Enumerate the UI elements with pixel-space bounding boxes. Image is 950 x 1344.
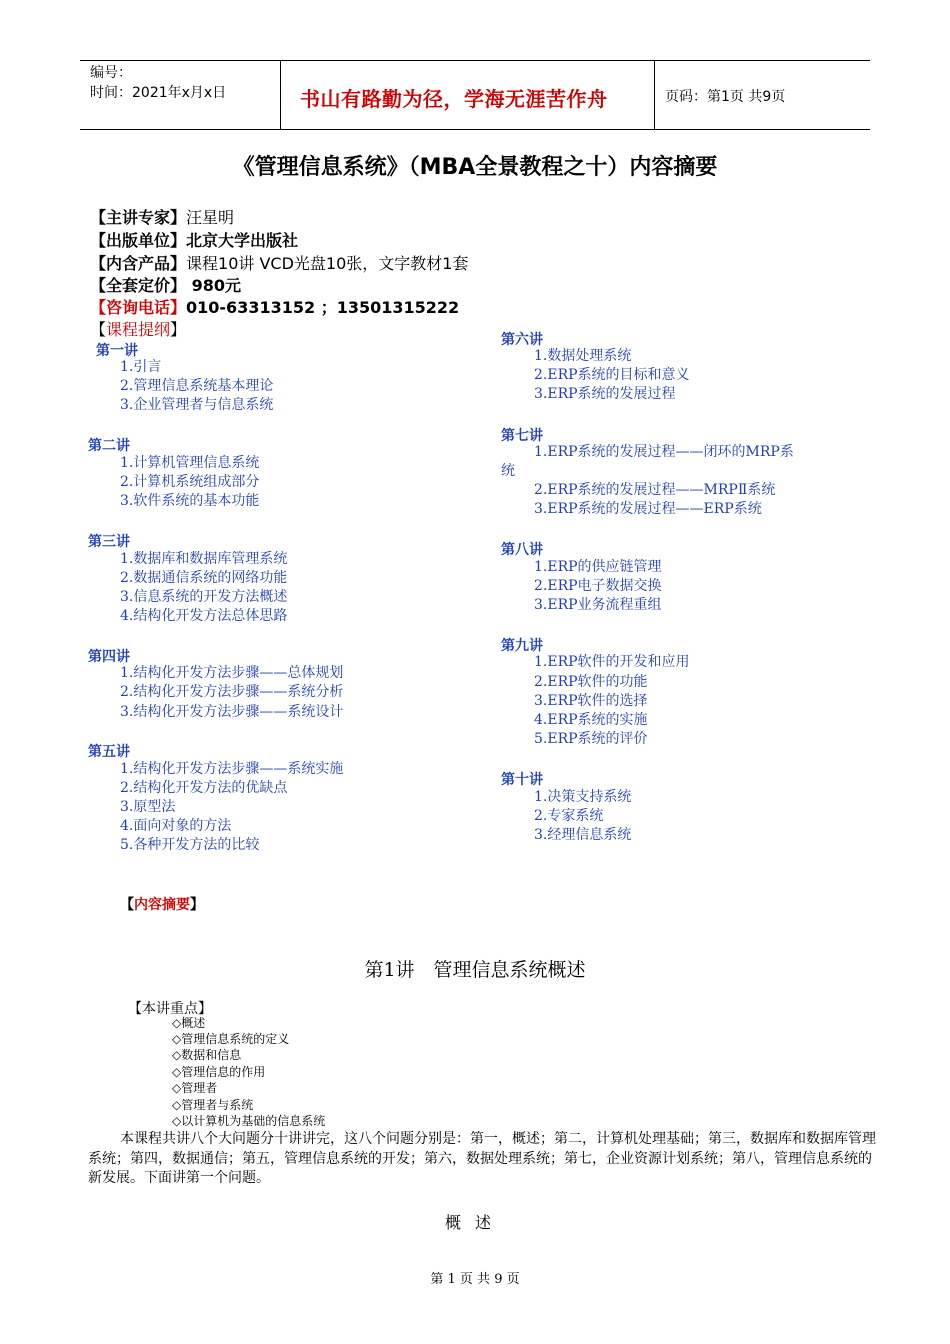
lecture-item: 1.计算机管理信息系统: [120, 455, 260, 471]
header-divider: [654, 61, 655, 129]
lecture-item: 3.软件系统的基本功能: [120, 493, 260, 509]
lecture-item: 2.ERP系统的发展过程——MRPⅡ系统: [534, 482, 776, 498]
meta-expert: 【主讲专家】汪星明: [90, 208, 235, 227]
lecture-item: 3.信息系统的开发方法概述: [120, 589, 288, 605]
meta-price: 【全套定价】 980元: [90, 276, 241, 295]
lecture-item: 1.结构化开发方法步骤——总体规划: [120, 665, 344, 681]
lecture-item: 4.ERP系统的实施: [534, 712, 648, 728]
lecture-title: 第一讲: [96, 343, 138, 359]
key-point-item: ◇管理信息的作用: [172, 1065, 266, 1079]
lecture-item: 2.结构化开发方法步骤——系统分析: [120, 684, 344, 700]
lecture-item: 1.数据处理系统: [534, 348, 632, 364]
key-point-item: ◇数据和信息: [172, 1048, 242, 1062]
lecture-title: 第八讲: [501, 542, 543, 558]
outline-heading: 【课程提纲】: [90, 320, 187, 339]
lecture-item: 2.ERP软件的功能: [534, 674, 648, 690]
key-point-item: ◇以计算机为基础的信息系统: [172, 1114, 326, 1128]
lecture-title: 第二讲: [88, 438, 130, 454]
lecture-item: 2.ERP系统的目标和意义: [534, 367, 690, 383]
lecture-item: 4.结构化开发方法总体思路: [120, 608, 288, 624]
lecture-title: 第十讲: [501, 772, 543, 788]
lecture-item: 1.数据库和数据库管理系统: [120, 551, 288, 567]
lecture-item: 1.结构化开发方法步骤——系统实施: [120, 761, 344, 777]
intro-paragraph: 本课程共讲八个大问题分十讲讲完，这八个问题分别是：第一，概述；第二，计算机处理基础；第三，数据库和数据库管理系统；第四，数据通信；第五，管理信息系统的开发；第六，数据处理系统；第七，企业资源计划系统；第八，管理信息系统的新发展。下面讲第一个问题。: [88, 1131, 876, 1186]
summary-heading: 【内容摘要】: [120, 897, 204, 913]
lecture-title: 第三讲: [88, 534, 130, 550]
lecture-item: 3.ERP软件的选择: [534, 693, 648, 709]
lecture-title: 第六讲: [501, 332, 543, 348]
meta-phone: 【咨询电话】010-63313152 ；13501315222: [90, 298, 460, 317]
document-number-label: 编号：: [90, 65, 132, 81]
lecture-item: 5.各种开发方法的比较: [120, 837, 260, 853]
key-point-item: ◇管理者与系统: [172, 1098, 254, 1112]
page-footer: 第 1 页 共 9 页: [430, 1272, 520, 1287]
lecture-item: 1.ERP的供应链管理: [534, 559, 662, 575]
lecture-item: 3.ERP业务流程重组: [534, 597, 662, 613]
lecture-item: 3.企业管理者与信息系统: [120, 397, 274, 413]
lecture-item: 1.ERP软件的开发和应用: [534, 654, 690, 670]
lecture-item: 2.专家系统: [534, 808, 604, 824]
lecture-title: 第五讲: [88, 744, 130, 760]
lecture-item: 2.数据通信系统的网络功能: [120, 570, 288, 586]
lecture-item: 2.ERP电子数据交换: [534, 578, 662, 594]
lecture-item: 4.面向对象的方法: [120, 818, 232, 834]
lecture-item: 1.决策支持系统: [534, 789, 632, 805]
lecture-item: 5.ERP系统的评价: [534, 731, 648, 747]
lecture-item: 3.原型法: [120, 799, 176, 815]
lecture-item: 3.ERP系统的发展过程——ERP系统: [534, 501, 762, 517]
lecture-title: 第四讲: [88, 649, 130, 665]
meta-publisher: 【出版单位】北京大学出版社: [90, 231, 299, 250]
key-point-item: ◇管理者: [172, 1081, 218, 1095]
document-title: 《管理信息系统》（MBA全景教程之十）内容摘要: [232, 155, 718, 180]
section-heading: 概述: [444, 1213, 505, 1232]
lecture-item: 2.管理信息系统基本理论: [120, 378, 274, 394]
lecture-item: 3.经理信息系统: [534, 827, 632, 843]
header-motto: 书山有路勤为径，学海无涯苦作舟: [300, 87, 608, 111]
lecture-item: 2.计算机系统组成部分: [120, 474, 260, 490]
key-point-item: ◇管理信息系统的定义: [172, 1032, 290, 1046]
document-time: 时间：2021年x月x日: [90, 85, 227, 101]
lecture-item: 统: [501, 463, 515, 479]
header-page-info: 页码：第1页 共9页: [665, 89, 786, 105]
lecture-item: 3.ERP系统的发展过程: [534, 386, 676, 402]
header-divider: [280, 61, 281, 129]
lecture-item: 2.结构化开发方法的优缺点: [120, 780, 288, 796]
lecture-title: 第七讲: [501, 428, 543, 444]
lecture-item: 1.引言: [120, 359, 162, 375]
key-point-item: ◇概述: [172, 1016, 206, 1030]
lecture-item: 3.结构化开发方法步骤——系统设计: [120, 704, 344, 720]
meta-product: 【内含产品】课程10讲 VCD光盘10张，文字教材1套: [90, 254, 469, 273]
lecture1-title: 第1讲 管理信息系统概述: [364, 959, 586, 981]
key-points-label: 【本讲重点】: [128, 1001, 212, 1017]
lecture-title: 第九讲: [501, 638, 543, 654]
lecture-item: 1.ERP系统的发展过程——闭环的MRP系: [534, 444, 794, 460]
